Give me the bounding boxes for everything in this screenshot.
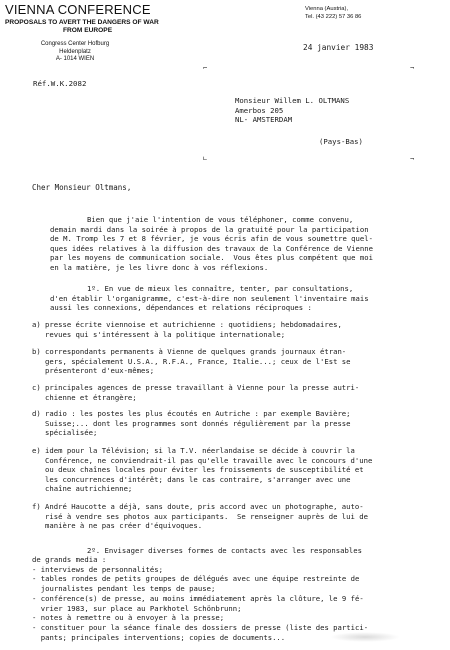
paragraph-point-2: 2º. Envisager diverses formes de contacts avec les responsables [87,546,362,555]
letter-date: 24 janvier 1983 [303,43,374,52]
list-item: e) idem pour la Télévision; si la T.V. néerlandaise se décide à couvrir la Conférence, ne conviendrait-il pas qu'elle travaille avec le concours d'une ou deux chaînes locales pour éviter les froissements de susceptibilité et les concurrences d'intérêt; dans le cas contraire, s'arranger avec une chaîne autrichienne; [32,446,373,494]
contact-info: Vienna (Austria), Tel. (43 222) 57 36 86 [305,6,362,20]
recipient-address: Monsieur Willem L. OLTMANS Amerbos 205 NL- AMSTERDAM [235,96,350,125]
list-item: b) correspondants permanents à Vienne de quelques grands journaux étran- gers, spécialement U.S.A., R.F.A., France, Italie...; ceux de l'Est se présenteront d'eux-mêmes; [32,347,351,376]
list-item: - constituer pour la séance finale des dossiers de presse (liste des partici- pants; principales interventions; copies de documents... [32,623,369,642]
list-item: - interviews de personnalités; [32,565,163,574]
conference-address: Congress Center Hofburg Heldenplatz A- 1014 WIEN [40,41,110,62]
address-corner-mark: ⌐ [203,64,208,72]
list-item: - conférence(s) de presse, au moins immédiatement après la clôture, le 9 fé- vrier 1983, sur place au Parkhotel Schönbrunn; [32,594,364,613]
address-corner-mark: ∟ [203,155,208,163]
reference-number: Réf.W.K.2082 [33,79,87,88]
list-item: - notes à remettre ou à envoyer à la presse; [32,613,225,622]
conference-subtitle: PROPOSALS TO AVERT THE DANGERS OF WAR FROM EUROPE [5,19,159,34]
list-item: a) presse écrite viennoise et autrichienne : quotidiens; hebdomadaires, revues qui s'intéressent à la politique internationale; [32,320,342,339]
list-item: d) radio : les postes les plus écoutés en Autriche : par exemple Bavière; Suisse;... dont les programmes sont donnés régulièrement par la presse spécialisée; [32,409,351,438]
recipient-country: (Pays-Bas) [319,137,363,146]
list-item: c) principales agences de presse travaillant à Vienne pour la presse autri- chienne et étrangère; [32,383,360,402]
address-corner-mark: ¬ [410,155,415,163]
paragraph-point-2-cont: de grands media : [32,555,107,564]
salutation: Cher Monsieur Oltmans, [32,183,132,192]
paragraph-intro: Bien que j'aie l'intention de vous téléphoner, comme convenu, demain mardi dans la soirée à propos de la gratuité pour la participation de M. Tromp les 7 et 8 février, je vous écris afin de vous soumettre quel- ques idées relatives à la diffusion des travaux de la Conférence de Vienne par les moyens de communication sociale. Vous êtes plus compétent que moi en la matière, je les livre donc à vos réflexions. [50,215,374,272]
paragraph-point-1: 1º. En vue de mieux les connaître, tenter, par consultations, d'en établir l'organigramme, c'est-à-dire non seulement l'inventaire mais aussi les connexions, dépendances et relations réciproques : [50,284,369,313]
list-item: - tables rondes de petits groupes de délégués avec une équipe restreinte de journalistes pendant les temps de pause; [32,574,360,593]
scan-smudge [330,632,400,642]
address-corner-mark: ¬ [410,64,415,72]
conference-title: VIENNA CONFERENCE [5,2,151,17]
list-item: f) André Haucotte a déjà, sans doute, pris accord avec un photographe, auto- risé à vendre ses photos aux participants. Se renseigner auprès de lui de manière à ne pas créer d'équivoques. [32,502,369,531]
